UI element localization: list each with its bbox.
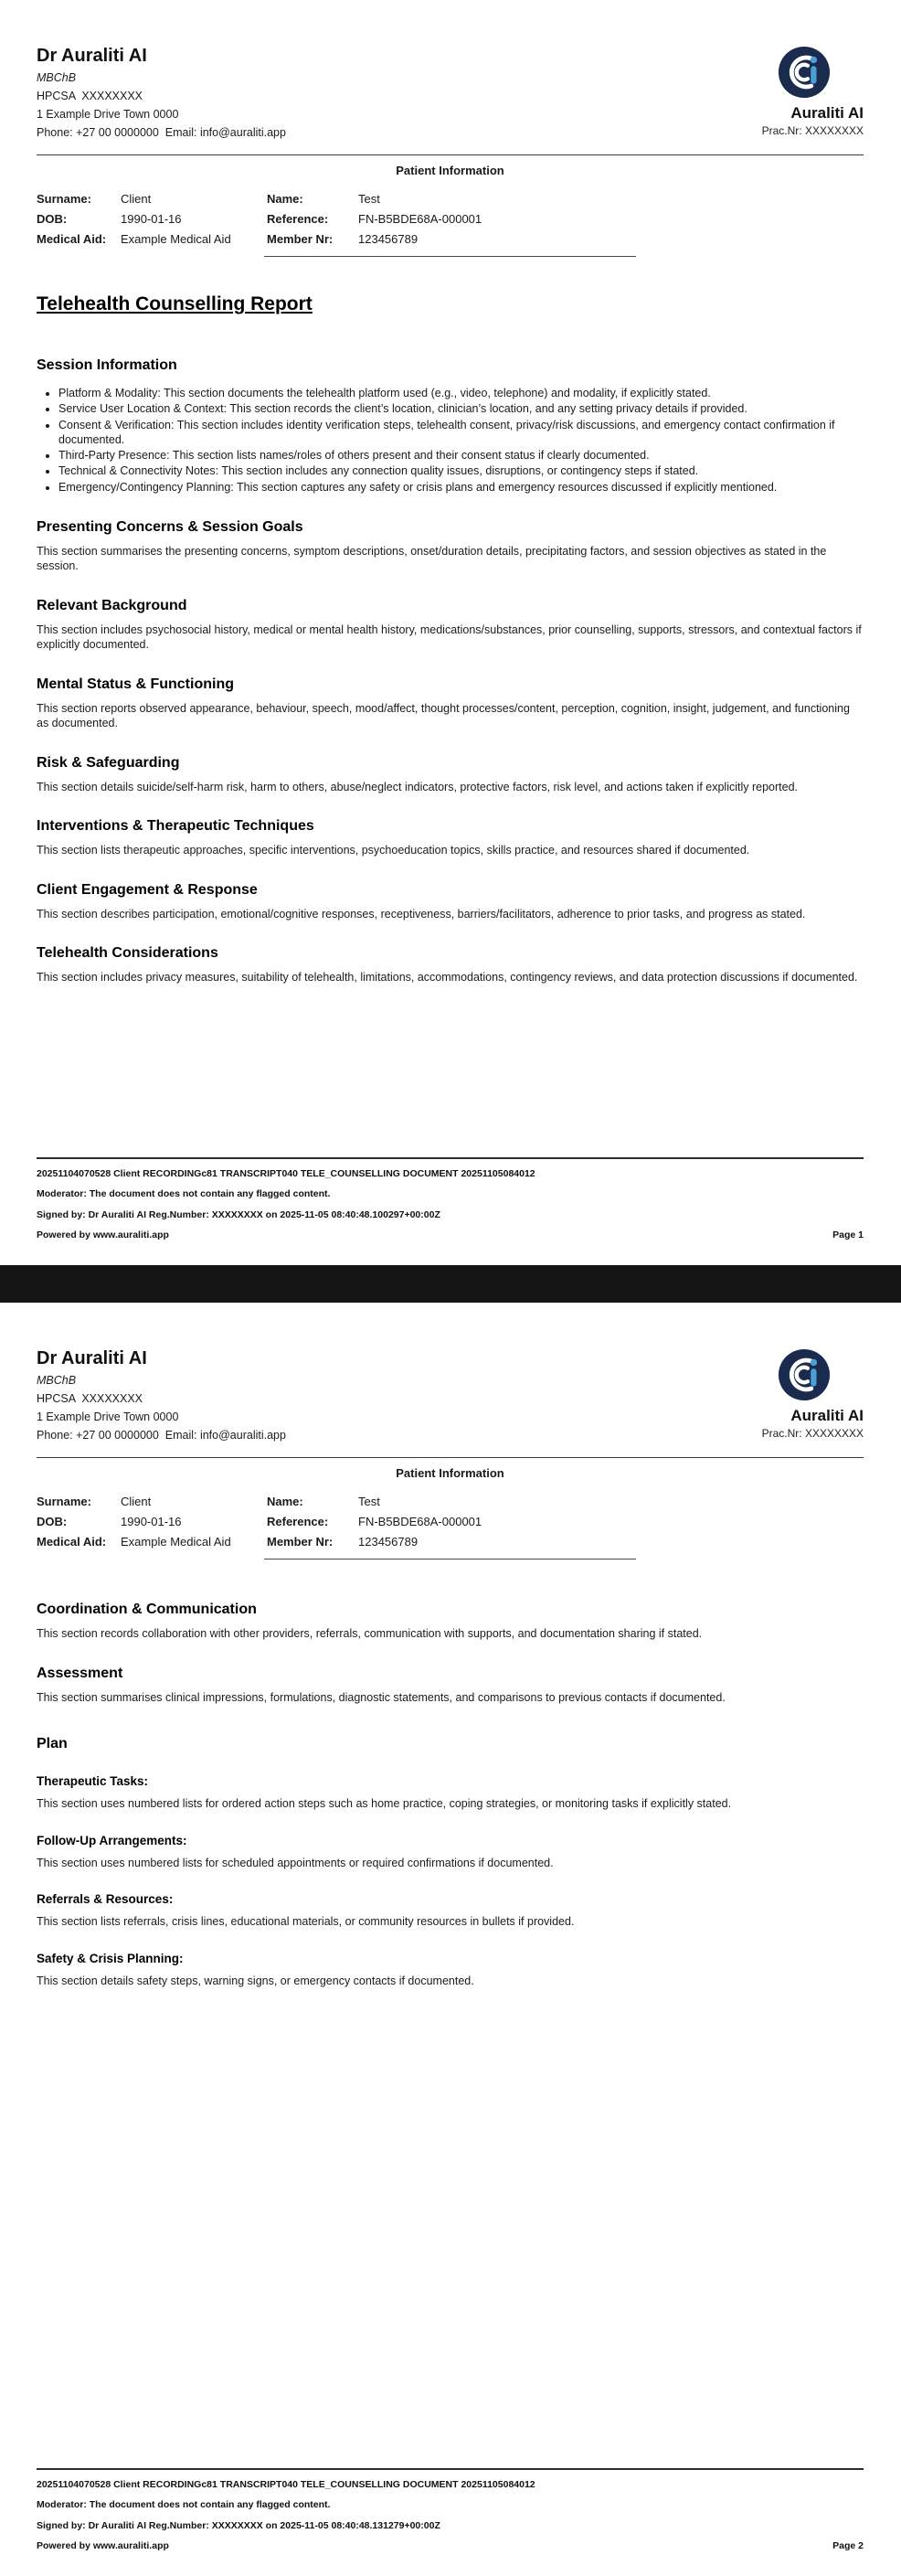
section-heading-risk-safeguarding: Risk & Safeguarding xyxy=(37,754,180,771)
bullet-item: • Third-Party Presence: This section lists names/roles of others present and their consent status if clearly documented. xyxy=(58,448,864,463)
subsection-heading-therapeutic-tasks: Therapeutic Tasks: xyxy=(37,1774,149,1788)
subsection-body: This section uses numbered lists for ordered action steps such as home practice, coping strategies, or monitoring tasks if explicitly stated. xyxy=(37,1797,732,1810)
subsection-heading-referrals: Referrals & Resources: xyxy=(37,1892,174,1906)
practitioner-details xyxy=(37,1348,286,1444)
practitioner-contact: Phone: +27 00 0000000 Email: info@auraliti.app xyxy=(37,1429,286,1442)
section-heading-coordination: Coordination & Communication xyxy=(37,1602,257,1617)
patient-field-label: Name: xyxy=(267,192,303,206)
footer-moderator-note: Moderator: The document does not contain any flagged content. xyxy=(37,2499,331,2511)
practitioner-address: 1 Example Drive Town 0000 xyxy=(37,1410,179,1423)
header-divider xyxy=(37,154,864,155)
footer-signature: Signed by: Dr Auraliti AI Reg.Number: XXXXXXXX on 2025-11-05 08:40:48.100297+00:00Z xyxy=(37,1208,440,1220)
letterhead xyxy=(37,1348,864,1444)
footer-powered-by: Powered by www.auraliti.app xyxy=(37,1229,169,1241)
footer-signature: Signed by: Dr Auraliti AI Reg.Number: XXXXXXXX on 2025-11-05 08:40:48.131279+00:00Z xyxy=(37,2519,440,2531)
brand-block xyxy=(762,46,864,137)
practitioner-qualification: MBChB xyxy=(37,71,77,84)
page-number: Page 1 xyxy=(832,1229,864,1241)
patient-field-label: DOB: xyxy=(37,1515,68,1528)
section-heading-client-engagement: Client Engagement & Response xyxy=(37,881,258,898)
subsection-body: This section details safety steps, warning signs, or emergency contacts if documented. xyxy=(37,1974,474,1987)
section-body: This section summarises clinical impressions, formulations, diagnostic statements, and comparisons to previous contacts if documented. xyxy=(37,1690,726,1704)
subsection-body: This section lists referrals, crisis lines, educational materials, or community resources in bullets if provided. xyxy=(37,1915,575,1928)
practitioner-registration: HPCSA XXXXXXXX xyxy=(37,90,143,102)
auraliti-logo-icon xyxy=(778,1348,831,1401)
footer-document-id: 20251104070528 Client RECORDINGc81 TRANSCRIPT040 TELE_COUNSELLING DOCUMENT 20251105084012 xyxy=(37,2478,535,2490)
section-body: This section reports observed appearance, behaviour, speech, mood/affect, thought processes/content, perception, cognition, insight, judgement, and functioning as documented. xyxy=(37,701,850,730)
bullet-item: • Consent & Verification: This section includes identity verification steps, telehealth consent, privacy/risk discussions, and emergency contact confirmation if documented. xyxy=(58,418,864,448)
subsection-heading-follow-up: Follow-Up Arrangements: xyxy=(37,1833,187,1847)
footer-document-id: 20251104070528 Client RECORDINGc81 TRANSCRIPT040 TELE_COUNSELLING DOCUMENT 20251105084012 xyxy=(37,1167,535,1179)
practitioner-qualification: MBChB xyxy=(37,1374,77,1387)
patient-field-label: Reference: xyxy=(267,1515,329,1528)
section-body: This section records collaboration with other providers, referrals, communication with supports, and documentation sharing if stated. xyxy=(37,1627,703,1640)
patient-field-value: Client xyxy=(121,1495,152,1508)
patient-field-label: Medical Aid: xyxy=(37,1535,107,1549)
patient-field-label: Surname: xyxy=(37,192,91,206)
brand-name: Auraliti AI xyxy=(790,104,864,122)
patient-field-value: 123456789 xyxy=(358,1535,419,1549)
header-divider xyxy=(37,1457,864,1458)
section-body: This section summarises the presenting concerns, symptom descriptions, onset/duration details, precipitating factors, and session objectives as stated in the session. xyxy=(37,544,827,573)
patient-field-value: 1990-01-16 xyxy=(121,1515,182,1528)
patient-field-label: Reference: xyxy=(267,212,329,226)
practice-number: Prac.Nr: XXXXXXXX xyxy=(761,1427,864,1441)
footer-bottom-row xyxy=(37,2540,864,2552)
patient-field-label: DOB: xyxy=(37,212,68,226)
bullet-item: • Platform & Modality: This section documents the telehealth platform used (e.g., video, telephone) and modality, if explicitly stated. xyxy=(58,386,864,400)
patient-field-value: FN-B5BDE68A-000001 xyxy=(358,1515,482,1528)
report-title: Telehealth Counselling Report xyxy=(37,293,313,314)
page-number: Page 2 xyxy=(832,2540,864,2552)
bullet-item: • Emergency/Contingency Planning: This section captures any safety or crisis plans and emergency resources discussed if explicitly mentioned. xyxy=(58,480,864,495)
section-heading-relevant-background: Relevant Background xyxy=(37,597,187,613)
document-page-1 xyxy=(0,0,901,1265)
practitioner-name: Dr Auraliti AI xyxy=(37,46,147,66)
patient-field-label: Medical Aid: xyxy=(37,232,107,246)
bullet-item: • Technical & Connectivity Notes: This section includes any connection quality issues, disruptions, or contingency steps if stated. xyxy=(58,463,864,478)
footer-powered-by: Powered by www.auraliti.app xyxy=(37,2540,169,2552)
patient-field-label: Member Nr: xyxy=(267,1535,334,1549)
section-body: This section lists therapeutic approaches, specific interventions, psychoeducation topics, skills practice, and resources shared if documented. xyxy=(37,844,750,857)
patient-info-divider xyxy=(264,256,636,257)
subsection-heading-safety-crisis: Safety & Crisis Planning: xyxy=(37,1951,184,1965)
section-body: This section describes participation, emotional/cognitive responses, receptiveness, barriers/facilitators, adherence to prior tasks, and progress as stated. xyxy=(37,907,806,921)
patient-field-value: FN-B5BDE68A-000001 xyxy=(358,212,482,226)
patient-field-label: Name: xyxy=(267,1495,303,1508)
page-footer xyxy=(37,1157,864,1241)
patient-field-label: Surname: xyxy=(37,1495,91,1508)
patient-info-table xyxy=(37,192,864,246)
section-heading-session-information: Session Information xyxy=(37,357,177,373)
brand-name: Auraliti AI xyxy=(790,1407,864,1424)
bullet-item: • Service User Location & Context: This section records the client’s location, clinician’s location, and any setting privacy details if provided. xyxy=(58,401,864,416)
footer-bottom-row xyxy=(37,1229,864,1241)
letterhead xyxy=(37,46,864,142)
section-heading-plan: Plan xyxy=(37,1736,68,1751)
section-body: This section includes privacy measures, suitability of telehealth, limitations, accommodations, contingency reviews, and data protection discussions if documented. xyxy=(37,971,858,985)
patient-info-table xyxy=(37,1495,864,1549)
session-information-bullets xyxy=(37,386,864,495)
patient-info-title: Patient Information xyxy=(396,1466,504,1480)
footer-moderator-note: Moderator: The document does not contain any flagged content. xyxy=(37,1188,331,1200)
patient-field-value: Test xyxy=(358,192,380,206)
section-heading-presenting-concerns: Presenting Concerns & Session Goals xyxy=(37,518,303,535)
section-heading-interventions: Interventions & Therapeutic Techniques xyxy=(37,818,314,835)
practitioner-registration: HPCSA XXXXXXXX xyxy=(37,1392,143,1405)
auraliti-logo-icon xyxy=(778,46,831,99)
patient-field-value: 1990-01-16 xyxy=(121,212,182,226)
section-body: This section includes psychosocial history, medical or mental health history, medications/substances, prior counselling, supports, stressors, and contextual factors if explicitly documented. xyxy=(37,623,862,652)
patient-field-value: Client xyxy=(121,192,152,206)
section-heading-mental-status: Mental Status & Functioning xyxy=(37,676,234,692)
patient-field-value: Example Medical Aid xyxy=(121,232,231,246)
brand-block xyxy=(762,1348,864,1440)
page-separator-band xyxy=(0,1265,901,1303)
practitioner-name: Dr Auraliti AI xyxy=(37,1348,147,1368)
patient-field-value: 123456789 xyxy=(358,232,419,246)
section-heading-assessment: Assessment xyxy=(37,1665,123,1681)
page-footer xyxy=(37,2468,864,2552)
section-heading-telehealth-considerations: Telehealth Considerations xyxy=(37,945,218,962)
practitioner-details xyxy=(37,46,286,142)
patient-info-title: Patient Information xyxy=(396,164,504,177)
patient-field-label: Member Nr: xyxy=(267,232,334,246)
practitioner-address: 1 Example Drive Town 0000 xyxy=(37,108,179,121)
patient-field-value: Test xyxy=(358,1495,380,1508)
practitioner-contact: Phone: +27 00 0000000 Email: info@auraliti.app xyxy=(37,126,286,139)
document-page-2 xyxy=(0,1303,901,2576)
section-body: This section details suicide/self-harm risk, harm to others, abuse/neglect indicators, protective factors, risk level, and actions taken if explicitly reported. xyxy=(37,780,799,793)
patient-field-value: Example Medical Aid xyxy=(121,1535,231,1549)
subsection-body: This section uses numbered lists for scheduled appointments or required confirmations if documented. xyxy=(37,1856,554,1869)
practice-number: Prac.Nr: XXXXXXXX xyxy=(761,124,864,138)
